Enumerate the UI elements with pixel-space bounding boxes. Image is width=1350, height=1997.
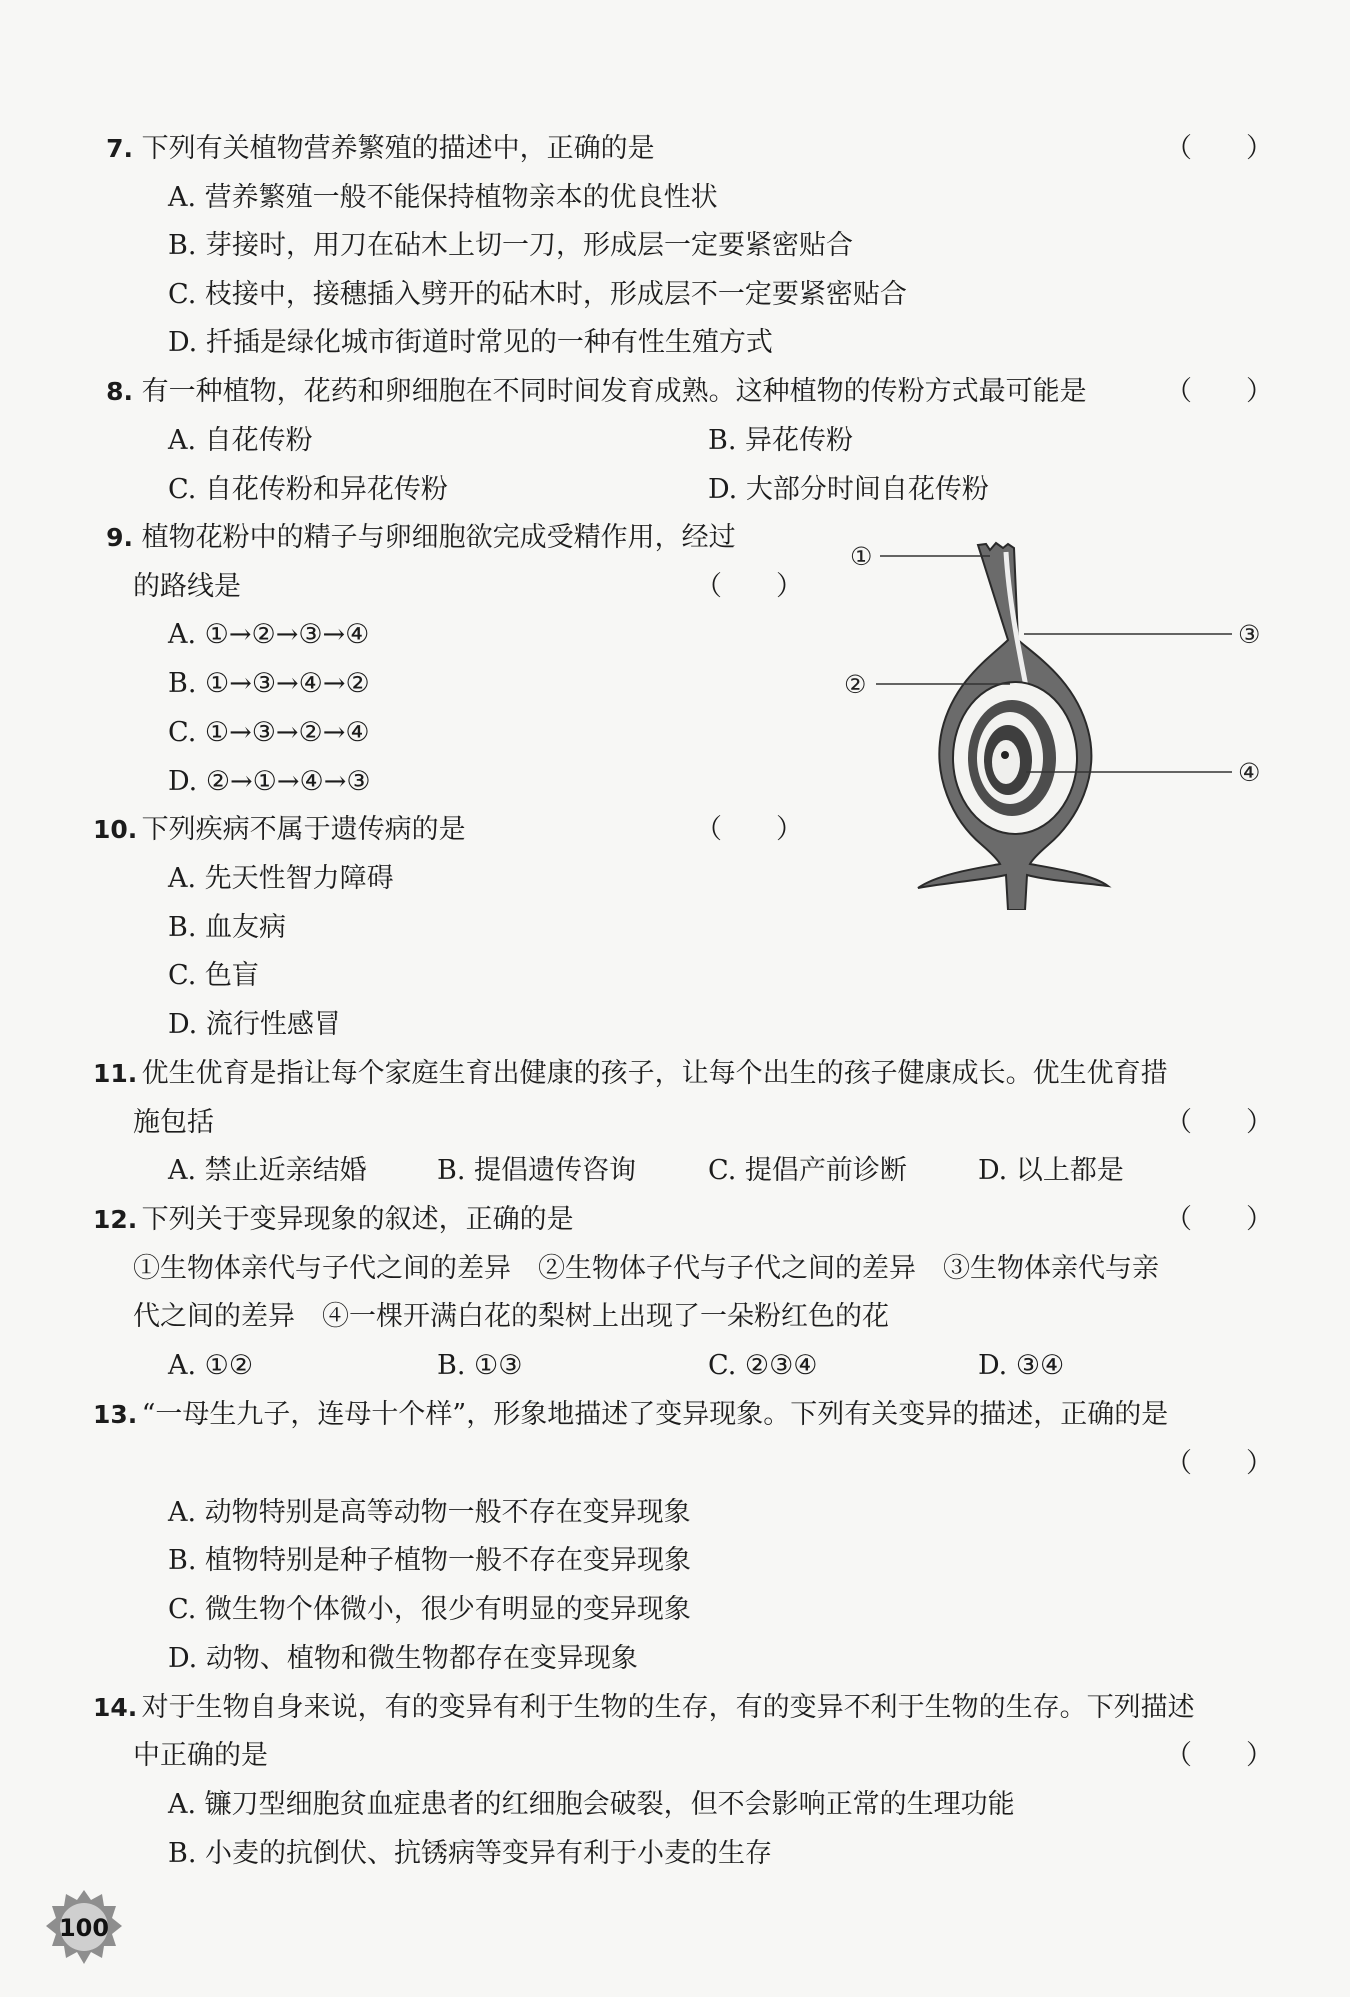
option-d: D. 扦插是绿化城市街道时常见的一种有性生殖方式: [168, 327, 773, 358]
option-c: C. 提倡产前诊断: [708, 1155, 907, 1186]
option-b: B. 异花传粉: [708, 425, 854, 456]
question-number: 12.: [93, 1205, 138, 1234]
page-number-badge: [44, 1888, 124, 1968]
option-a: A. 镰刀型细胞贫血症患者的红细胞会破裂，但不会影响正常的生理功能: [168, 1789, 1015, 1820]
question-11: [93, 1049, 1273, 1098]
answer-blank: （ ）: [1165, 133, 1273, 164]
question-number: 7.: [106, 134, 133, 163]
question-12: [93, 1195, 1273, 1244]
label-3: ③: [1238, 620, 1261, 649]
option-b: B. 小麦的抗倒伏、抗锈病等变异有利于小麦的生存: [168, 1838, 773, 1869]
option-c: C. 自花传粉和异花传粉: [168, 474, 448, 505]
option-a: A. 先天性智力障碍: [168, 863, 394, 894]
option-a: A. ①→②→③→④: [168, 619, 370, 650]
question-12-statements-2: 代之间的差异 ④一棵开满白花的梨树上出现了一朵粉红色的花: [133, 1301, 889, 1332]
option-b: B. 芽接时，用刀在砧木上切一刀，形成层一定要紧密贴合: [168, 230, 854, 261]
option-c: C. 枝接中，接穗插入劈开的砧木时，形成层不一定要紧密贴合: [168, 279, 907, 310]
option-d: D. 流行性感冒: [168, 1009, 341, 1040]
question-number: 8.: [106, 377, 133, 406]
page-number: 100: [58, 1914, 110, 1942]
answer-blank: （ ）: [1165, 376, 1273, 407]
question-number: 10.: [93, 815, 138, 844]
answer-blank: （ ）: [695, 814, 803, 845]
embryo-sac: [992, 740, 1020, 784]
question-stem: 下列有关植物营养繁殖的描述中，正确的是: [141, 133, 655, 164]
question-10: [93, 805, 803, 854]
question-9: [106, 513, 793, 562]
question-stem: 下列关于变异现象的叙述，正确的是: [141, 1204, 574, 1235]
answer-blank: （ ）: [1165, 1204, 1273, 1235]
option-d: D. 大部分时间自花传粉: [708, 474, 989, 505]
question-stem-cont: 施包括: [133, 1107, 214, 1138]
question-13: [93, 1390, 1273, 1439]
option-b: B. ①③: [437, 1350, 523, 1381]
option-a: A. 动物特别是高等动物一般不存在变异现象: [168, 1497, 691, 1528]
question-stem-cont: 中正确的是: [133, 1740, 268, 1771]
option-a: A. 自花传粉: [168, 425, 313, 456]
answer-blank: （ ）: [1165, 1107, 1273, 1138]
option-d: D. 动物、植物和微生物都存在变异现象: [168, 1643, 638, 1674]
option-c: C. 微生物个体微小，很少有明显的变异现象: [168, 1594, 691, 1625]
question-stem: 对于生物自身来说，有的变异有利于生物的生存，有的变异不利于生物的生存。下列描述: [141, 1692, 1195, 1723]
option-c: C. ①→③→②→④: [168, 717, 370, 748]
option-b: B. ①→③→④→②: [168, 668, 370, 699]
option-c: C. 色盲: [168, 960, 259, 991]
question-12-statements-1: ①生物体亲代与子代之间的差异 ②生物体子代与子代之间的差异 ③生物体亲代与亲: [133, 1253, 1159, 1284]
question-7: [106, 124, 1273, 173]
label-4: ④: [1238, 758, 1261, 787]
label-2: ②: [844, 670, 867, 699]
pistil-diagram: [830, 530, 1280, 910]
question-stem: “一母生九子，连母十个样”，形象地描述了变异现象。下列有关变异的描述，正确的是: [141, 1399, 1169, 1430]
question-8: [106, 367, 1273, 416]
question-14: [93, 1683, 1273, 1732]
option-d: D. 以上都是: [978, 1155, 1124, 1186]
question-number: 11.: [93, 1059, 138, 1088]
answer-blank: （ ）: [695, 571, 803, 602]
option-c: C. ②③④: [708, 1350, 818, 1381]
question-9-cont: [133, 562, 803, 611]
question-number: 14.: [93, 1693, 138, 1722]
question-stem: 植物花粉中的精子与卵细胞欲完成受精作用，经过: [141, 522, 736, 553]
option-b: B. 植物特别是种子植物一般不存在变异现象: [168, 1545, 692, 1576]
question-14-cont: [133, 1731, 1273, 1780]
question-stem: 优生优育是指让每个家庭生育出健康的孩子，让每个出生的孩子健康成长。优生优育措: [141, 1058, 1168, 1089]
question-11-cont: [133, 1098, 1273, 1147]
question-stem-cont: 的路线是: [133, 571, 241, 602]
question-number: 9.: [106, 523, 133, 552]
option-b: B. 血友病: [168, 912, 287, 943]
option-d: D. ③④: [978, 1350, 1065, 1381]
label-1: ①: [850, 542, 873, 571]
question-stem: 有一种植物，花药和卵细胞在不同时间发育成熟。这种植物的传粉方式最可能是: [141, 376, 1087, 407]
answer-blank: （ ）: [1165, 1448, 1273, 1479]
option-a: A. ①②: [168, 1350, 254, 1381]
option-d: D. ②→①→④→③: [168, 766, 371, 797]
question-stem: 下列疾病不属于遗传病的是: [141, 814, 466, 845]
option-a: A. 禁止近亲结婚: [168, 1155, 367, 1186]
option-a: A. 营养繁殖一般不能保持植物亲本的优良性状: [168, 182, 718, 213]
answer-blank: （ ）: [1165, 1740, 1273, 1771]
question-number: 13.: [93, 1400, 138, 1429]
egg-cell: [1001, 751, 1009, 759]
option-b: B. 提倡遗传咨询: [437, 1155, 637, 1186]
